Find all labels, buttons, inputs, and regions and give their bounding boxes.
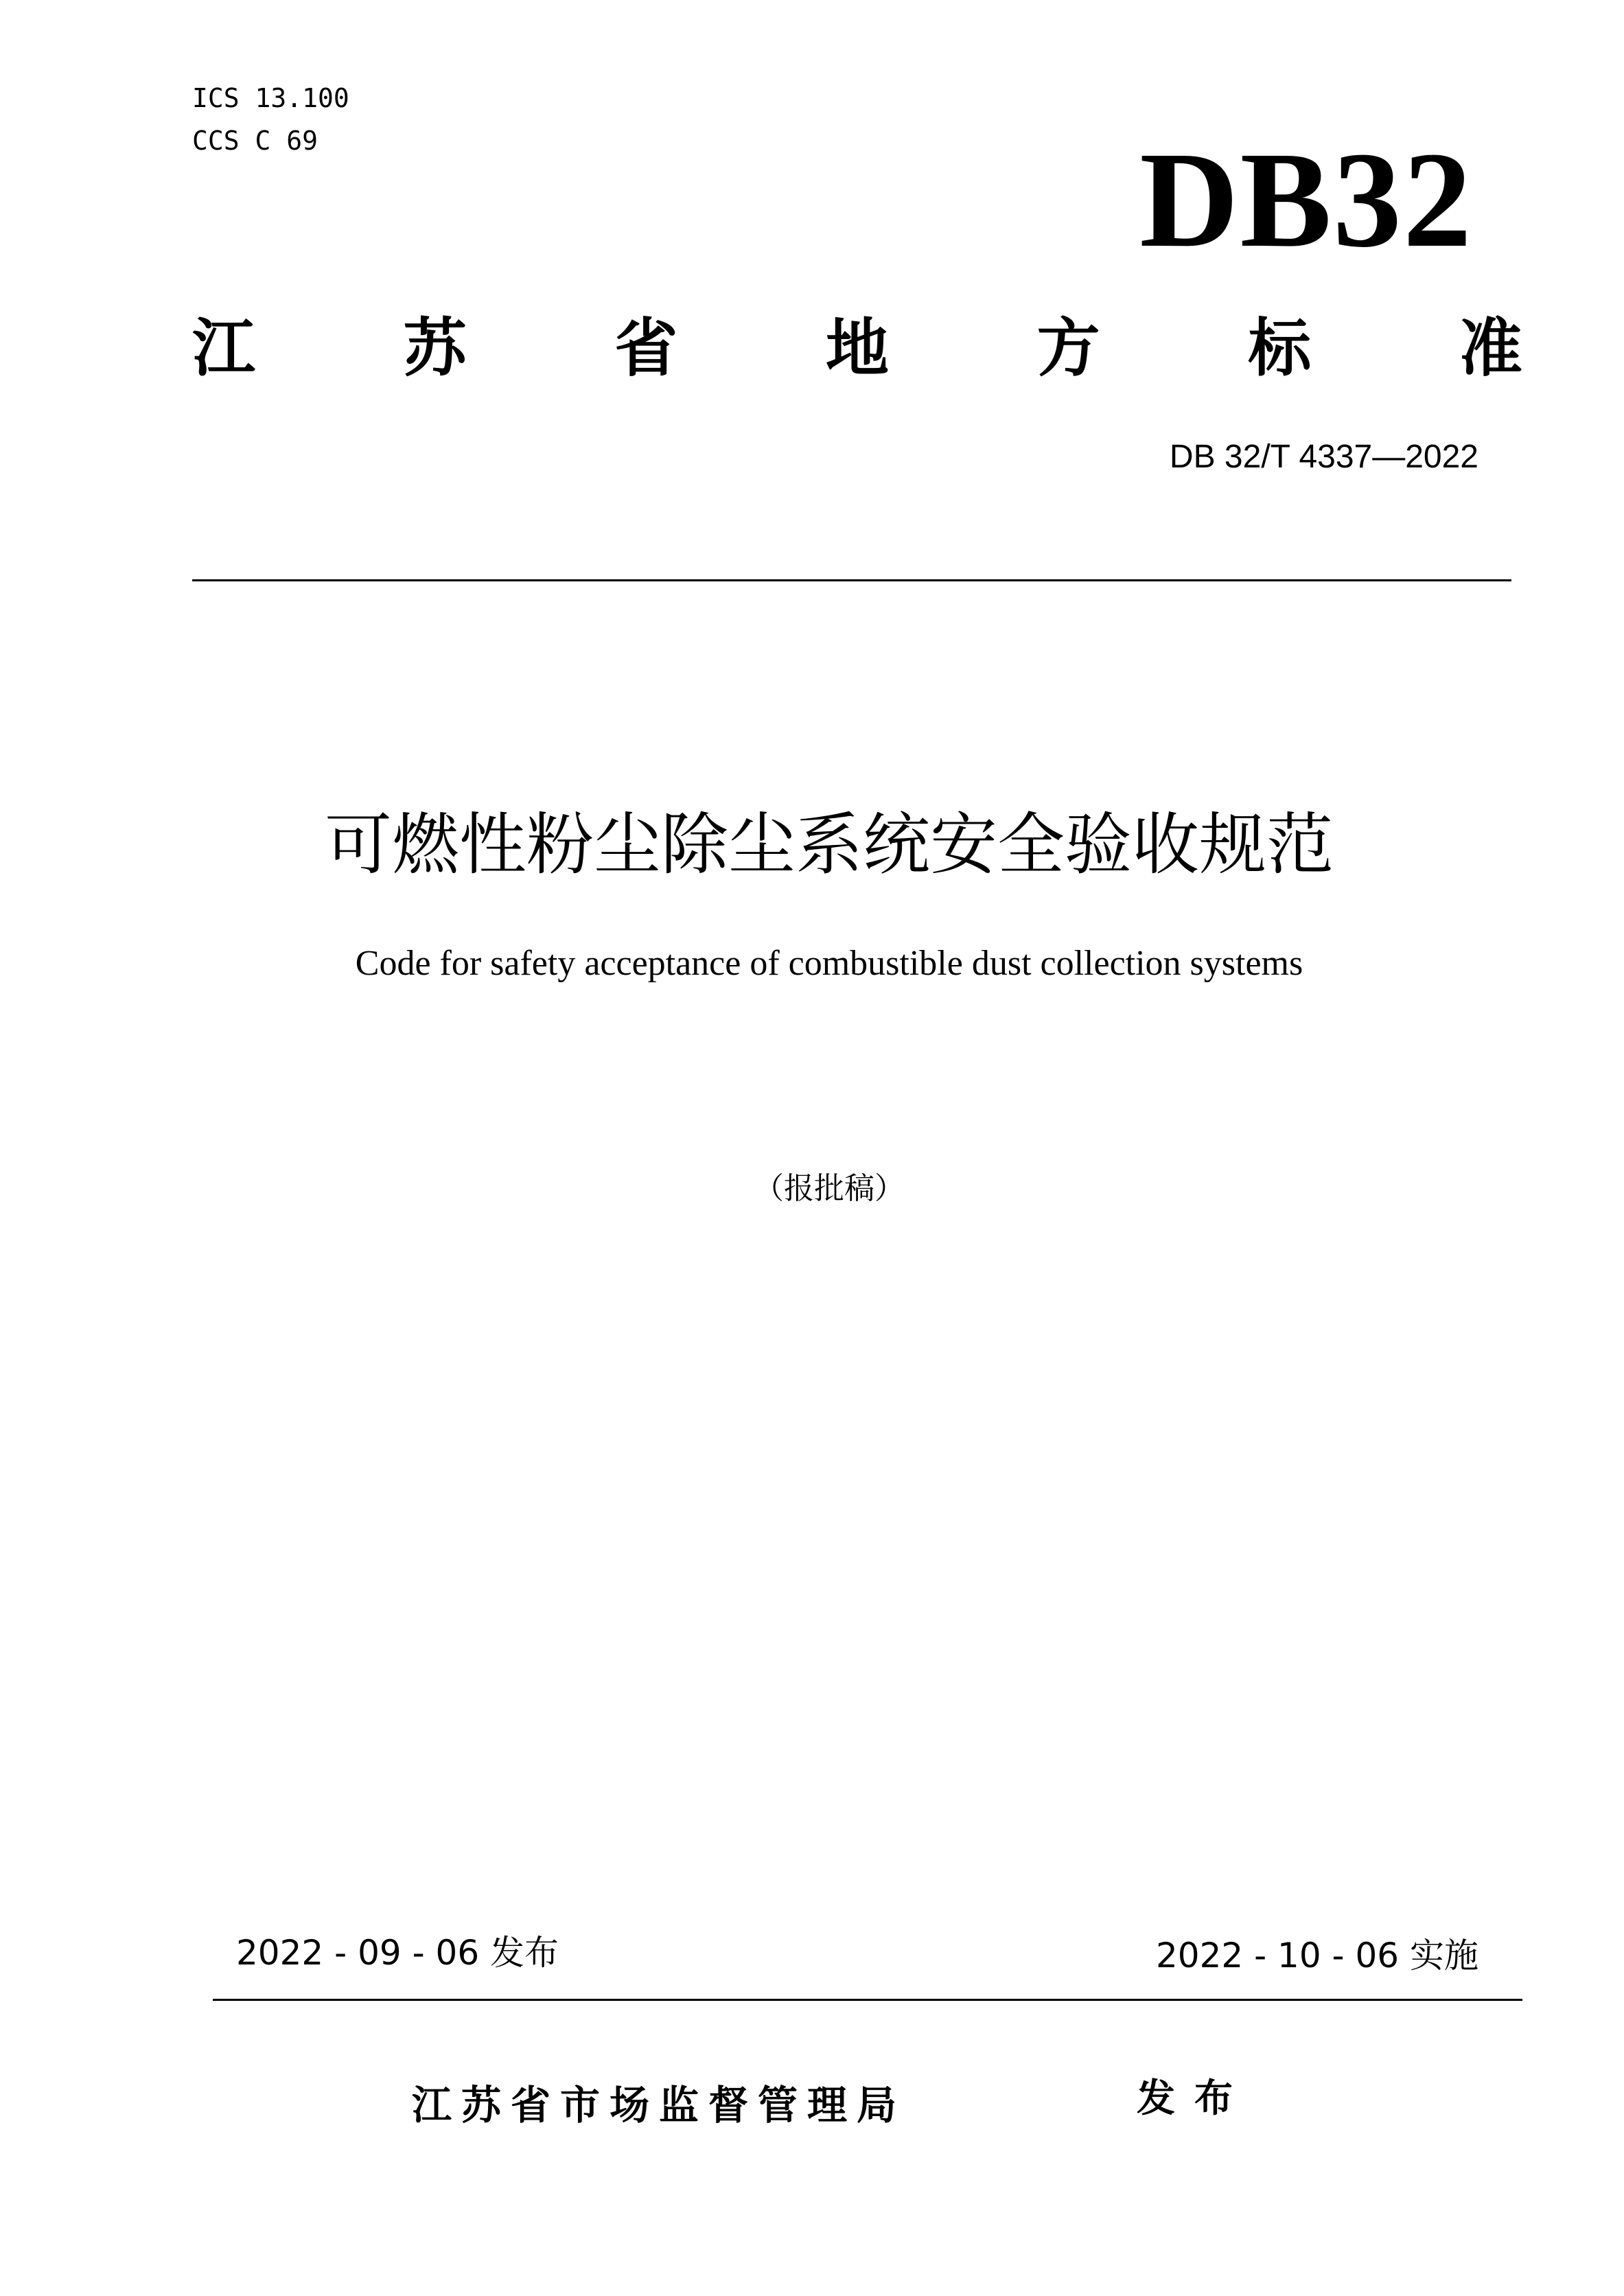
issuer-action: 发布 — [1137, 2076, 1252, 2121]
standard-type-char: 方 — [1036, 312, 1100, 385]
implementation-date: 2022 - 10 - 06 实施 — [1155, 1936, 1478, 1975]
draft-status: （报批稿） — [754, 1171, 905, 1206]
issue-date: 2022 - 09 - 06 发布 — [236, 1933, 559, 1973]
header-divider — [192, 579, 1511, 581]
standard-type-char: 省 — [614, 312, 678, 385]
ccs-code: CCS C 69 — [192, 126, 318, 156]
standard-type-char: 标 — [1248, 312, 1312, 385]
title-chinese: 可燃性粉尘除尘系统安全验收规范 — [324, 806, 1334, 884]
standard-type-heading — [192, 312, 1522, 385]
standard-type-char: 苏 — [403, 312, 467, 385]
issuer-name: 江苏省市场监督管理局 — [412, 2082, 907, 2129]
standard-mark: DB32 — [1139, 124, 1473, 276]
title-english: Code for safety acceptance of combustible dust collection systems — [355, 944, 1303, 983]
footer-divider — [213, 1999, 1522, 2001]
standard-type-char: 江 — [192, 312, 256, 385]
standard-type-char: 地 — [825, 312, 889, 385]
ics-code: ICS 13.100 — [192, 83, 349, 113]
standard-number: DB 32/T 4337—2022 — [1169, 439, 1478, 475]
standard-type-char: 准 — [1459, 312, 1522, 385]
